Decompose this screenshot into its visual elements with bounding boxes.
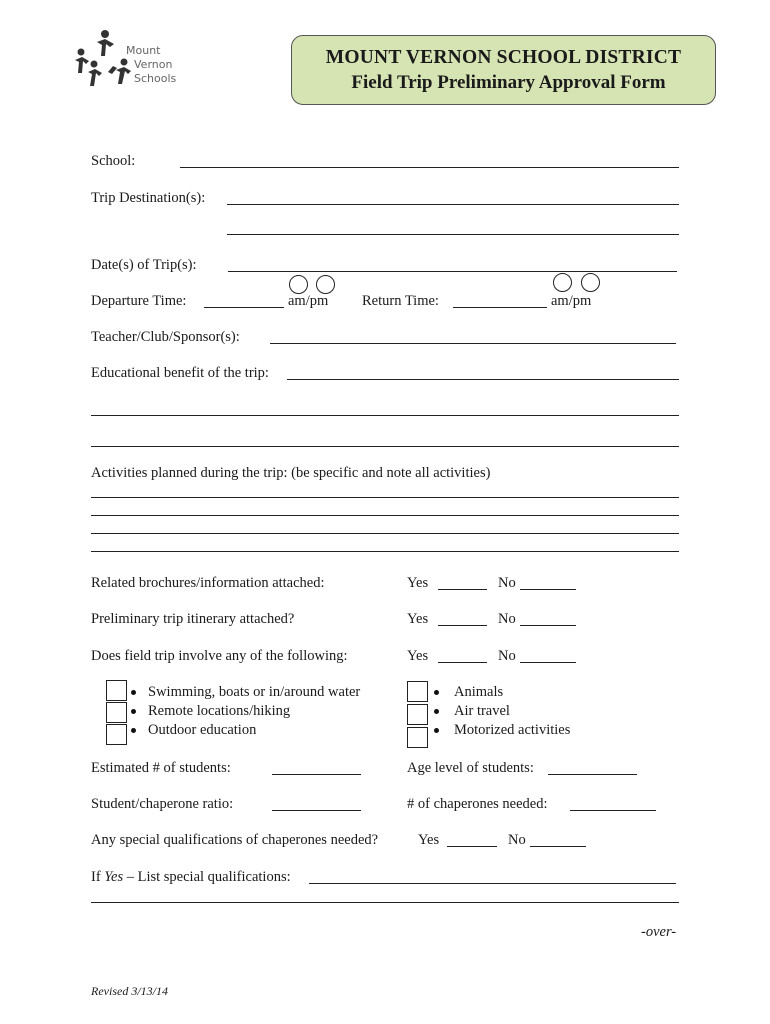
teacher-label: Teacher/Club/Sponsor(s): [91, 329, 240, 345]
option-swimming: Swimming, boats or in/around water [148, 684, 361, 700]
list-text: – List special qualifications: [126, 869, 291, 885]
bullet-icon [434, 709, 439, 714]
form-title: Field Trip Preliminary Approval Form [351, 72, 666, 93]
pm-radio-2[interactable] [581, 273, 600, 292]
involve-no-field[interactable] [520, 662, 576, 663]
destination-field[interactable] [227, 204, 679, 205]
if-yes-label [91, 868, 291, 886]
option-remote: Remote locations/hiking [148, 703, 291, 719]
option-motorized: Motorized activities [454, 722, 571, 738]
activities-field-2[interactable] [91, 515, 679, 516]
bullet-icon [131, 709, 136, 714]
option-animals: Animals [454, 684, 504, 700]
activities-label: Activities planned during the trip: (be specific and note all activities) [91, 465, 491, 481]
dates-label: Date(s) of Trip(s): [91, 257, 197, 273]
itinerary-no-label: No [498, 611, 516, 627]
logo-text-schools: Schools [134, 72, 177, 85]
qualifications-no-label: No [508, 832, 526, 848]
outdoor-checkbox[interactable] [106, 724, 127, 745]
chaperones-label: # of chaperones needed: [407, 796, 548, 812]
teacher-field[interactable] [270, 343, 676, 344]
special-qualifications-field[interactable] [309, 883, 676, 884]
option-outdoor: Outdoor education [148, 722, 257, 738]
bullet-icon [434, 690, 439, 695]
remote-checkbox[interactable] [106, 702, 127, 723]
age-field[interactable] [548, 774, 637, 775]
school-label: School: [91, 153, 136, 169]
logo-text-vernon: Vernon [134, 58, 173, 71]
over-note: -over- [641, 924, 677, 940]
return-label: Return Time: [362, 293, 439, 309]
air-travel-checkbox[interactable] [407, 704, 428, 725]
special-qualifications-field-2[interactable] [91, 902, 679, 903]
qualifications-yes-field[interactable] [447, 846, 497, 847]
qualifications-yes-label: Yes [418, 832, 440, 848]
yes-word: Yes [104, 869, 124, 885]
school-field[interactable] [180, 167, 679, 168]
brochures-yes-label: Yes [407, 575, 429, 591]
activities-field-1[interactable] [91, 497, 679, 498]
bullet-icon [131, 728, 136, 733]
benefit-field-3[interactable] [91, 446, 679, 447]
if-word: If [91, 869, 101, 885]
destination-label: Trip Destination(s): [91, 190, 206, 206]
itinerary-yes-label: Yes [407, 611, 429, 627]
header-box [291, 35, 716, 105]
people-logo-icon [72, 28, 132, 92]
district-title: MOUNT VERNON SCHOOL DISTRICT [325, 47, 682, 68]
itinerary-label: Preliminary trip itinerary attached? [91, 611, 295, 627]
brochures-no-label: No [498, 575, 516, 591]
qualifications-label: Any special qualifications of chaperones needed? [91, 832, 379, 848]
students-field[interactable] [272, 774, 361, 775]
age-label: Age level of students: [407, 760, 534, 776]
destination-field-2[interactable] [227, 234, 679, 235]
departure-label: Departure Time: [91, 293, 187, 309]
itinerary-yes-field[interactable] [438, 625, 487, 626]
bullet-icon [131, 690, 136, 695]
activities-field-4[interactable] [91, 551, 679, 552]
ratio-field[interactable] [272, 810, 361, 811]
brochures-yes-field[interactable] [438, 589, 487, 590]
bullet-icon [434, 728, 439, 733]
activities-field-3[interactable] [91, 533, 679, 534]
itinerary-no-field[interactable] [520, 625, 576, 626]
benefit-field-2[interactable] [91, 415, 679, 416]
logo-text-mount: Mount [126, 44, 161, 57]
involve-no-label: No [498, 648, 516, 664]
return-time-field[interactable] [453, 307, 547, 308]
chaperones-field[interactable] [570, 810, 656, 811]
qualifications-no-field[interactable] [530, 846, 586, 847]
animals-checkbox[interactable] [407, 681, 428, 702]
district-logo [72, 28, 192, 98]
involve-yes-label: Yes [407, 648, 429, 664]
brochures-no-field[interactable] [520, 589, 576, 590]
benefit-label: Educational benefit of the trip: [91, 365, 269, 381]
students-label: Estimated # of students: [91, 760, 231, 776]
departure-time-field[interactable] [204, 307, 284, 308]
brochures-label: Related brochures/information attached: [91, 575, 325, 591]
ratio-label: Student/chaperone ratio: [91, 796, 234, 812]
involve-label: Does field trip involve any of the following: [91, 648, 348, 664]
benefit-field[interactable] [287, 379, 679, 380]
am-radio-2[interactable] [553, 273, 572, 292]
option-air-travel: Air travel [454, 703, 510, 719]
motorized-checkbox[interactable] [407, 727, 428, 748]
ampm-label-1: am/pm [288, 293, 329, 309]
ampm-label-2: am/pm [551, 293, 592, 309]
revised-note: Revised 3/13/14 [91, 984, 168, 998]
involve-yes-field[interactable] [438, 662, 487, 663]
dates-field[interactable] [228, 271, 677, 272]
swimming-checkbox[interactable] [106, 680, 127, 701]
